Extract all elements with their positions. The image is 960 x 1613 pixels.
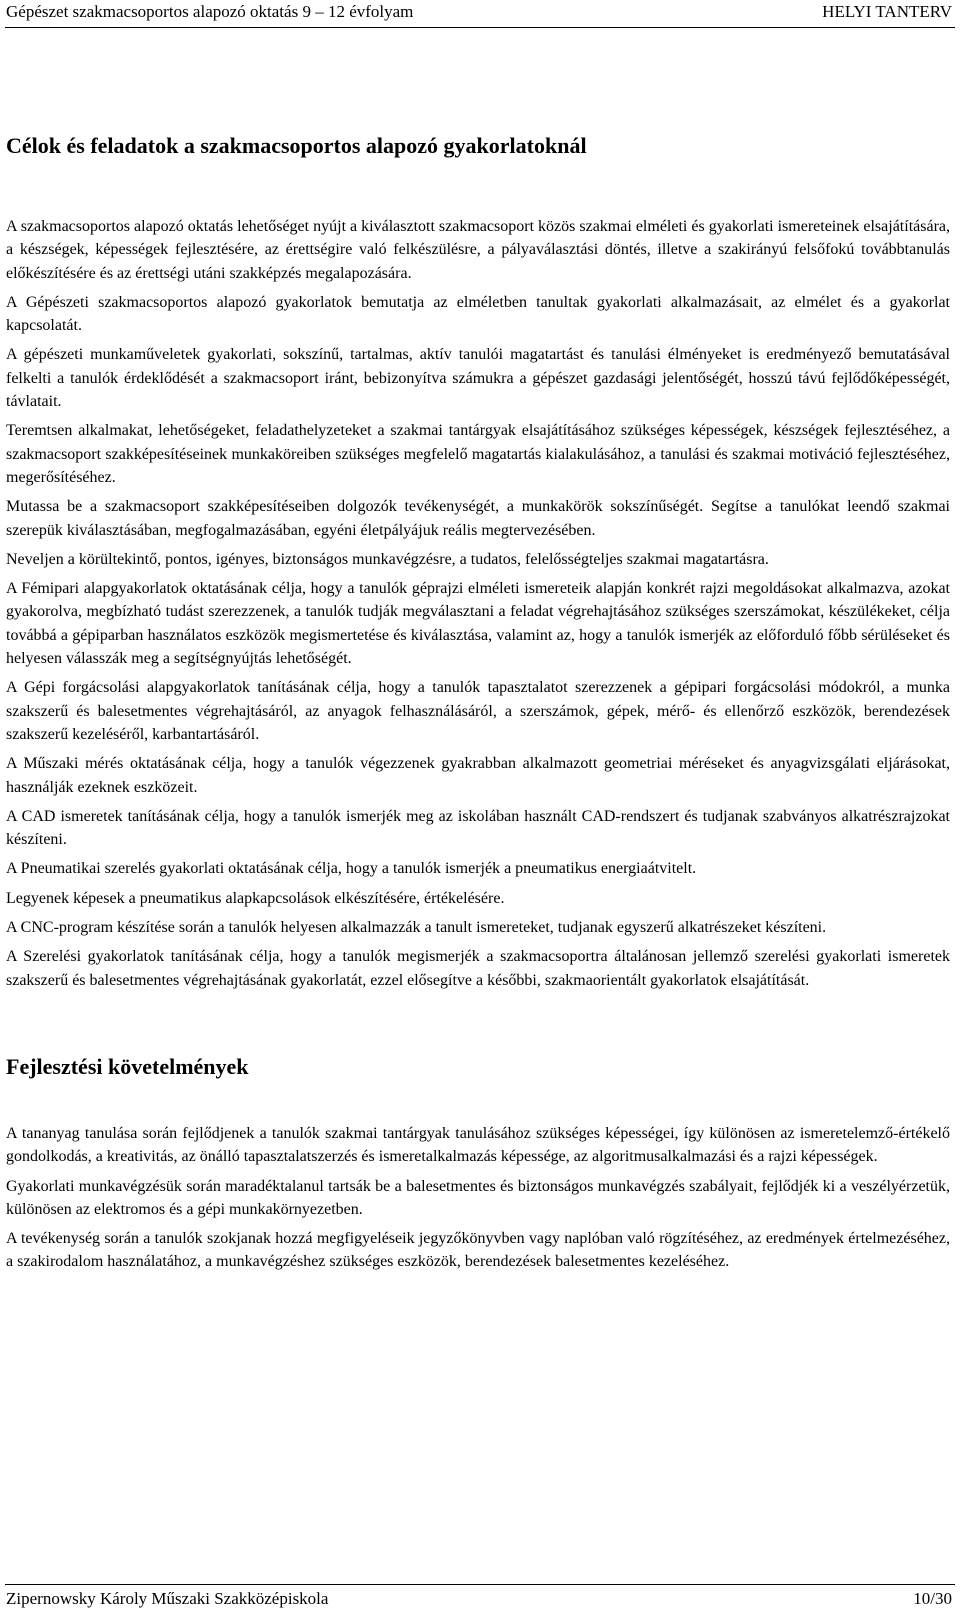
paragraph: A tananyag tanulása során fejlődjenek a tanulók szakmai tantárgyak tanulásához szükséges képességei, így különösen az ismeretelemző-értékelő gondolkodás, a kreativitás, az önálló tapasztalatszerzés és ismeretalkalmazás képessége, az algoritmusalkalmazási és a rajzi képességek. [6, 1124, 950, 1166]
paragraph: Teremtsen alkalmakat, lehetőségeket, feladathelyzeteket a szakmai tantárgyak elsajátításához szükséges képességek, készségek fejlesztéséhez, a szakmacsoport szakképesítéseinek munkaköreiben szükséges megfelelő magatartás kialakulásához, a tanulási és szakmai motiváció fejlesztéséhez, megerősítéséhez. [6, 422, 950, 486]
paragraph: Neveljen a körültekintő, pontos, igényes, biztonságos munkavégzésre, a tudatos, felelősségteljes szakmai magatartásra. [6, 550, 769, 568]
paragraph: A CNC-program készítése során a tanulók helyesen alkalmazzák a tanult ismereteket, tudjanak egyszerű alkatrészeket készíteni. [6, 919, 827, 937]
paragraph: A Fémipari alapgyakorlatok oktatásának célja, hogy a tanulók géprajzi elméleti ismereteik alapján konkrét rajzi megoldásokat alkalmazva, azokat gyakorolva, megbízható tudást szerezzenek, a tanulók tudják megválasztani a feladat végrehajtásához szükséges szerszámokat, készülékeket, célja továbbá a gépiparban használatos eszközök megismertetése és kiválasztása, valamint az, hogy a tanulók ismerjék az előforduló főbb sérüléseket és helyesen válasszák meg a segítségnyújtás lehetőségét. [6, 580, 950, 668]
header-divider [5, 27, 955, 28]
footer-school-name: Zipernowsky Károly Műszaki Szakközépiskola [6, 1589, 329, 1608]
footer-page-number: 10/30 [913, 1589, 952, 1608]
paragraph: Legyenek képesek a pneumatikus alapkapcsolások elkészítésére, értékelésére. [6, 889, 505, 907]
footer-divider [5, 1584, 955, 1585]
paragraph: A Gépi forgácsolási alapgyakorlatok tanításának célja, hogy a tanulók tapasztalatot szerezzenek a gépipari forgácsolási módokról, a munka szakszerű és balesetmentes végrehajtásáról, az anyagok felhasználásáról, a szerszámok, gépek, mérő- és ellenőrző eszközök, berendezések szakszerű kezeléséről, karbantartásáról. [6, 679, 950, 743]
paragraph: A Gépészeti szakmacsoportos alapozó gyakorlatok bemutatja az elméletben tanultak gyakorlati alkalmazásait, az elmélet és a gyakorlat kapcsolatát. [6, 293, 950, 335]
section-goals-title: Célok és feladatok a szakmacsoportos alapozó gyakorlatoknál [6, 133, 587, 158]
paragraph: A gépészeti munkaműveletek gyakorlati, sokszínű, tartalmas, aktív tanulói magatartást és tanulási élményeket is eredményező bemutatásával felkelti a tanulók érdeklődését a szakmacsoport iránt, bebizonyítva számukra a gépészet gazdasági jelentőségét, hosszú távú fejlődőképességét, távlatait. [6, 346, 950, 411]
paragraph: A CAD ismeretek tanításának célja, hogy a tanulók ismerjék meg az iskolában használt CAD-rendszert és tudjanak szabványos alkatrészrajzokat készíteni. [6, 807, 950, 849]
section-development-requirements [6, 1052, 950, 1274]
page-body [6, 131, 950, 1280]
section-goals [6, 131, 950, 992]
paragraph: Gyakorlati munkavégzésük során maradéktalanul tartsák be a balesetmentes és biztonságos munkavégzés szabályait, fejlődjék ki a veszélyérzetük, különösen az elektromos és a gépi munkakörnyezetben. [6, 1177, 950, 1218]
paragraph: A Pneumatikai szerelés gyakorlati oktatásának célja, hogy a tanulók ismerjék a pneumatikus energiaátvitelt. [6, 860, 697, 878]
header-document-title: Gépészet szakmacsoportos alapozó oktatás 9 – 12 évfolyam [6, 2, 414, 21]
paragraph: A Szerelési gyakorlatok tanításának célja, hogy a tanulók megismerjék a szakmacsoportra általánosan jellemző szerelési gyakorlati ismeretek szakszerű és balesetmentes végrehajtásának gyakorlatát, ezzel elősegítve a későbbi, szakmaorientált gyakorlatok elsajátítását. [6, 948, 950, 989]
paragraph: A tevékenység során a tanulók szokjanak hozzá megfigyeléseik jegyzőkönyvben vagy naplóban való rögzítéséhez, az eredmények értelmezéséhez, a szakirodalom használatához, a munkavégzéshez szükséges eszközök, berendezések balesetmentes kezeléséhez. [6, 1230, 950, 1271]
page-header [0, 0, 960, 26]
paragraph: Mutassa be a szakmacsoport szakképesítéseiben dolgozók tevékenységét, a munkakörök sokszínűségét. Segítse a tanulókat leendő szakmai szerepük kiválasztásában, megfogalmazásában, egyéni életpályájuk reális megtervezésében. [6, 498, 950, 539]
paragraph: A Műszaki mérés oktatásának célja, hogy a tanulók végezzenek gyakrabban alkalmazott geometriai méréseket és anyagvizsgálati eljárásokat, használják ezeknek eszközeit. [6, 755, 950, 796]
paragraph: A szakmacsoportos alapozó oktatás lehetőséget nyújt a kiválasztott szakmacsoport közös szakmai elméleti és gyakorlati ismereteinek elsajátítására, a készségek, képességek fejlesztésére, az érettségire való felkészülésre, a pályaválasztási döntés, illetve a szakirányú felsőfokú továbbtanulás előkészítésére és az érettségi utáni szakképzés megalapozására. [6, 218, 950, 282]
header-curriculum-label: HELYI TANTERV [822, 2, 952, 21]
section-development-title: Fejlesztési követelmények [6, 1053, 249, 1079]
